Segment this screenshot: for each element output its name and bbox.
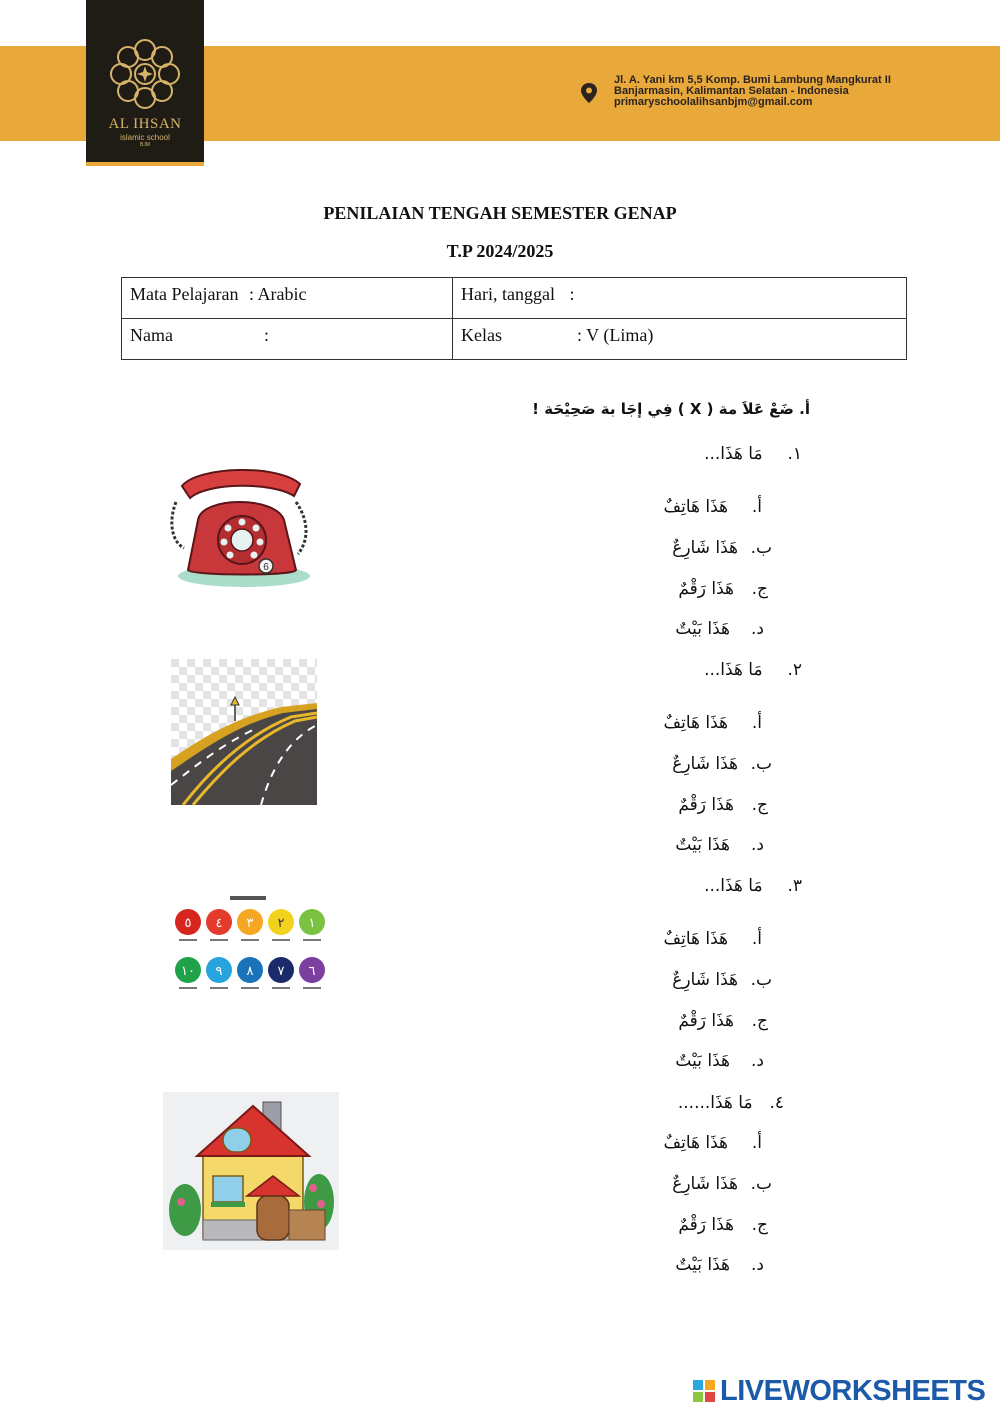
option-letter: ب.	[750, 754, 772, 774]
option-text: هَذَا بَيْتٌ	[675, 619, 730, 639]
question-text: مَا هَذَا...	[704, 444, 763, 464]
logo-subtitle: islamic school	[120, 133, 170, 142]
number-digit-10: ١٠	[181, 964, 195, 979]
number-word-8	[241, 987, 259, 989]
option-text: هَذَا رَقْمٌ	[678, 579, 734, 599]
number-word-9	[210, 987, 228, 989]
number-word-6	[303, 987, 321, 989]
number-digit-5: ٥	[184, 916, 192, 931]
option-letter: ب.	[750, 970, 772, 990]
number-digit-4: ٤	[215, 916, 223, 931]
number-word-10	[179, 987, 197, 989]
option-text: هَذَا شَارِعٌ	[672, 1174, 738, 1194]
house-picture	[163, 1092, 339, 1250]
option-letter: أ.	[751, 929, 762, 949]
option-text: هَذَا رَقْمٌ	[678, 1011, 734, 1031]
question-number: ١.	[787, 444, 802, 464]
option-letter: ج.	[751, 795, 768, 815]
option-text: هَذَا هَاتِفٌ	[663, 497, 728, 517]
option-text: هَذَا هَاتِفٌ	[663, 1133, 728, 1153]
option-letter: د.	[751, 619, 764, 639]
logo-name: AL IHSAN	[108, 116, 182, 132]
option-letter: أ.	[751, 497, 762, 517]
number-word-7	[272, 987, 290, 989]
option-letter: د.	[751, 1255, 764, 1275]
road-picture	[171, 659, 317, 805]
number-digit-2: ٢	[277, 916, 285, 931]
option-text: هَذَا بَيْتٌ	[675, 1255, 730, 1275]
svg-text:6: 6	[263, 562, 269, 573]
subject-label: Mata Pelajaran	[130, 284, 239, 304]
option-letter: أ.	[751, 1133, 762, 1153]
option-letter: د.	[751, 835, 764, 855]
number-word-3	[241, 939, 259, 941]
number-digit-9: ٩	[215, 964, 223, 979]
class-label: Kelas	[461, 325, 502, 345]
number-digit-6: ٦	[308, 964, 316, 979]
question-number: ٣.	[787, 876, 802, 896]
option-letter: د.	[751, 1051, 764, 1071]
question-4	[678, 1093, 784, 1113]
option-text: هَذَا رَقْمٌ	[678, 1215, 734, 1235]
number-digit-8: ٨	[246, 964, 254, 979]
number-digit-7: ٧	[277, 964, 285, 979]
school-logo	[86, 0, 204, 166]
option-text: هَذَا شَارِعٌ	[672, 754, 738, 774]
option-letter: أ.	[751, 713, 762, 733]
q2-option-b[interactable]	[672, 754, 772, 774]
name-value: :	[264, 325, 270, 345]
option-text: هَذَا هَاتِفٌ	[663, 929, 728, 949]
name-cell[interactable]	[122, 319, 453, 360]
logo-city: BJM	[140, 142, 150, 148]
address-line-1: Jl. A. Yani km 5,5 Komp. Bumi Lambung Mangkurat II	[614, 74, 891, 86]
question-number: ٤.	[769, 1093, 784, 1113]
option-letter: ج.	[751, 579, 768, 599]
q1-option-a[interactable]	[664, 497, 763, 517]
exam-year: T.P 2024/2025	[446, 241, 554, 261]
number-word-1	[303, 939, 321, 941]
exam-title: PENILAIAN TENGAH SEMESTER GENAP	[323, 203, 677, 223]
q4-option-a[interactable]	[664, 1133, 763, 1153]
class-value: : V (Lima)	[577, 325, 654, 345]
q3-option-b[interactable]	[672, 970, 772, 990]
option-text: هَذَا بَيْتٌ	[675, 835, 730, 855]
student-info-table	[121, 277, 907, 360]
q3-option-c[interactable]	[678, 1011, 768, 1031]
option-text: هَذَا شَارِعٌ	[672, 970, 738, 990]
number-digit-1: ١	[308, 916, 316, 931]
q1-option-b[interactable]	[672, 538, 772, 558]
option-letter: ج.	[751, 1215, 768, 1235]
q3-option-d[interactable]	[675, 1051, 764, 1071]
logo-ornament-icon	[107, 36, 183, 112]
address-email: primaryschoolalihsanbjm@gmail.com	[614, 96, 813, 108]
date-label: Hari, tanggal	[461, 284, 555, 304]
date-value: :	[569, 284, 575, 304]
number-digit-3: ٣	[246, 916, 254, 931]
q4-option-b[interactable]	[672, 1174, 772, 1194]
liveworksheets-logo-icon	[692, 1374, 718, 1408]
school-address	[614, 75, 891, 108]
option-text: هَذَا رَقْمٌ	[678, 795, 734, 815]
question-text: مَا هَذَا......	[677, 1093, 753, 1113]
option-letter: ب.	[750, 538, 772, 558]
name-label: Nama	[130, 325, 173, 345]
question-3	[704, 876, 802, 896]
q4-option-d[interactable]	[675, 1255, 764, 1275]
q1-option-d[interactable]	[675, 619, 764, 639]
chart-title-bar	[230, 896, 266, 900]
q2-option-a[interactable]	[664, 713, 763, 733]
option-text: هَذَا شَارِعٌ	[672, 538, 738, 558]
option-text: هَذَا هَاتِفٌ	[663, 713, 728, 733]
telephone-picture	[168, 462, 314, 590]
question-number: ٢.	[787, 660, 802, 680]
option-text: هَذَا بَيْتٌ	[675, 1051, 730, 1071]
question-2	[704, 660, 802, 680]
liveworksheets-brand: LIVEWORKSHEETS	[720, 1375, 986, 1407]
location-pin-icon	[580, 82, 598, 104]
class-cell	[453, 319, 907, 360]
numbers-chart	[168, 894, 328, 1006]
q2-option-d[interactable]	[675, 835, 764, 855]
q1-option-c[interactable]	[678, 579, 768, 599]
number-word-4	[210, 939, 228, 941]
q2-option-c[interactable]	[678, 795, 768, 815]
number-word-2	[272, 939, 290, 941]
address-line-2: Banjarmasin, Kalimantan Selatan - Indonesia	[614, 85, 849, 97]
date-cell[interactable]	[453, 278, 907, 319]
arabic-numbers-picture	[168, 894, 328, 1006]
number-word-5	[179, 939, 197, 941]
question-text: مَا هَذَا...	[704, 660, 763, 680]
q4-option-c[interactable]	[678, 1215, 768, 1235]
q3-option-a[interactable]	[664, 929, 763, 949]
subject-cell	[122, 278, 453, 319]
instruction-text: أ. ضَعْ عَلاَ مة ( X ) فِي إجَا بة صَحِيْحَة !	[532, 400, 810, 418]
question-text: مَا هَذَا...	[704, 876, 763, 896]
option-letter: ج.	[751, 1011, 768, 1031]
subject-value: : Arabic	[248, 284, 307, 304]
option-letter: ب.	[750, 1174, 772, 1194]
question-1	[704, 444, 802, 464]
